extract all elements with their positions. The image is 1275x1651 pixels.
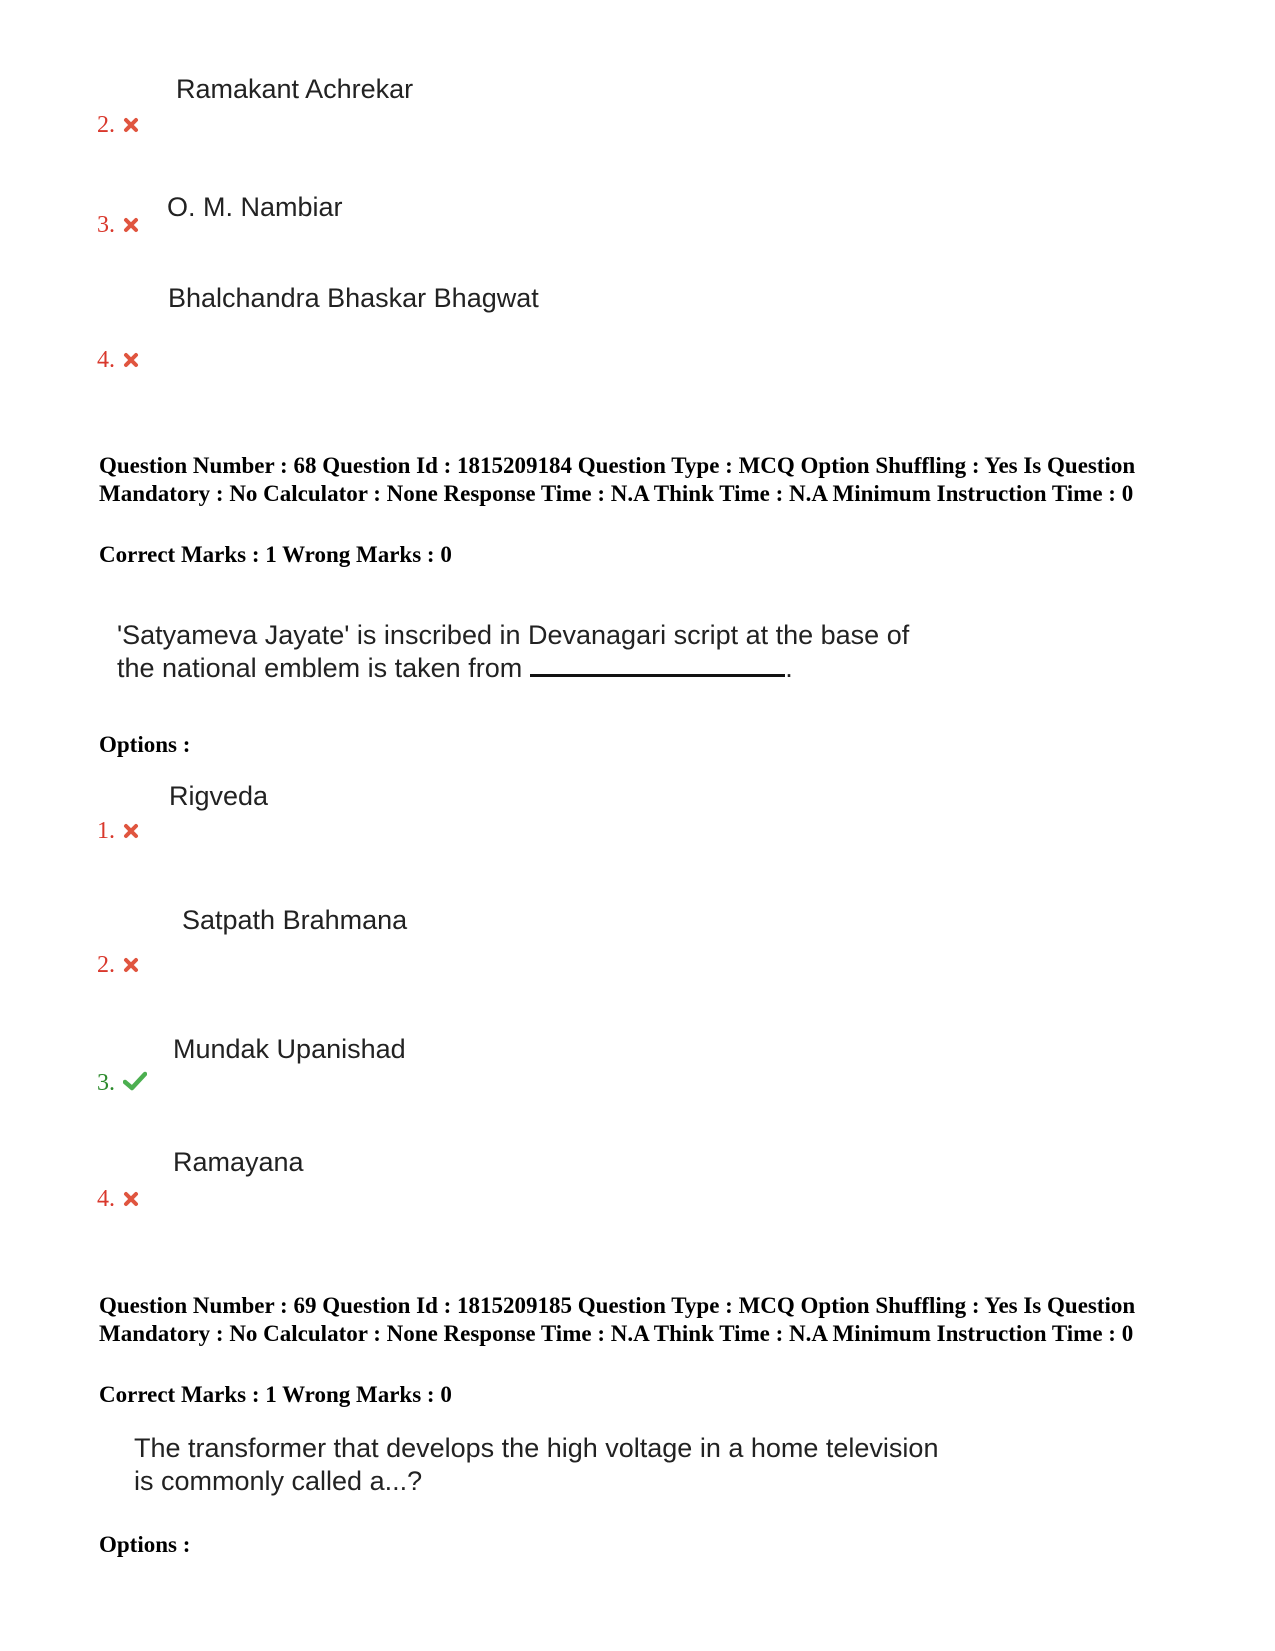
option-number: 4. — [97, 347, 139, 375]
option-number: 2. — [97, 112, 139, 140]
question-68-meta: Question Number : 68 Question Id : 1815209184 Question Type : MCQ Option Shuffling : Yes Is Question Mandatory : No Calculator : None Response Time : N.A Think Time : N.A Minimum Instruction Time : 0 — [99, 453, 1136, 506]
option-text: Satpath Brahmana — [182, 905, 408, 935]
wrong-cross-icon — [123, 819, 139, 846]
question-69-line1: The transformer that develops the high voltage in a home television — [134, 1433, 939, 1463]
question-68-marks: Correct Marks : 1 Wrong Marks : 0 — [99, 542, 452, 567]
option-number: 3. — [97, 1070, 147, 1098]
wrong-cross-icon — [123, 1187, 139, 1214]
question-69-line2: is commonly called a...? — [134, 1466, 423, 1496]
option-number: 3. — [97, 212, 139, 240]
correct-check-icon — [123, 1071, 147, 1098]
question-68-text — [117, 619, 909, 685]
wrong-cross-icon — [123, 213, 139, 240]
question-68-line1: 'Satyameva Jayate' is inscribed in Devanagari script at the base of — [117, 620, 910, 650]
option-number: 4. — [97, 1186, 139, 1214]
question-68-line2-wrap — [117, 652, 909, 685]
wrong-cross-icon — [123, 953, 139, 980]
question-69-meta: Question Number : 69 Question Id : 1815209185 Question Type : MCQ Option Shuffling : Yes Is Question Mandatory : No Calculator : None Response Time : N.A Think Time : N.A Minimum Instruction Time : 0 — [99, 1293, 1136, 1346]
question-68-line2: the national emblem is taken from — [117, 653, 523, 683]
options-label: Options : — [99, 1532, 191, 1557]
wrong-cross-icon — [123, 113, 139, 140]
options-label: Options : — [99, 732, 191, 757]
option-text: Ramayana — [173, 1147, 304, 1177]
option-text: Mundak Upanishad — [173, 1034, 406, 1064]
option-text: Bhalchandra Bhaskar Bhagwat — [168, 283, 539, 313]
option-number: 1. — [97, 818, 139, 846]
option-text: Rigveda — [169, 781, 269, 811]
option-number: 2. — [97, 952, 139, 980]
question-68-end: . — [785, 653, 793, 683]
question-69-marks: Correct Marks : 1 Wrong Marks : 0 — [99, 1382, 452, 1407]
question-69-text — [134, 1432, 938, 1498]
answer-blank — [530, 652, 785, 677]
option-text: O. M. Nambiar — [167, 192, 343, 222]
wrong-cross-icon — [123, 348, 139, 375]
option-text: Ramakant Achrekar — [176, 74, 414, 104]
